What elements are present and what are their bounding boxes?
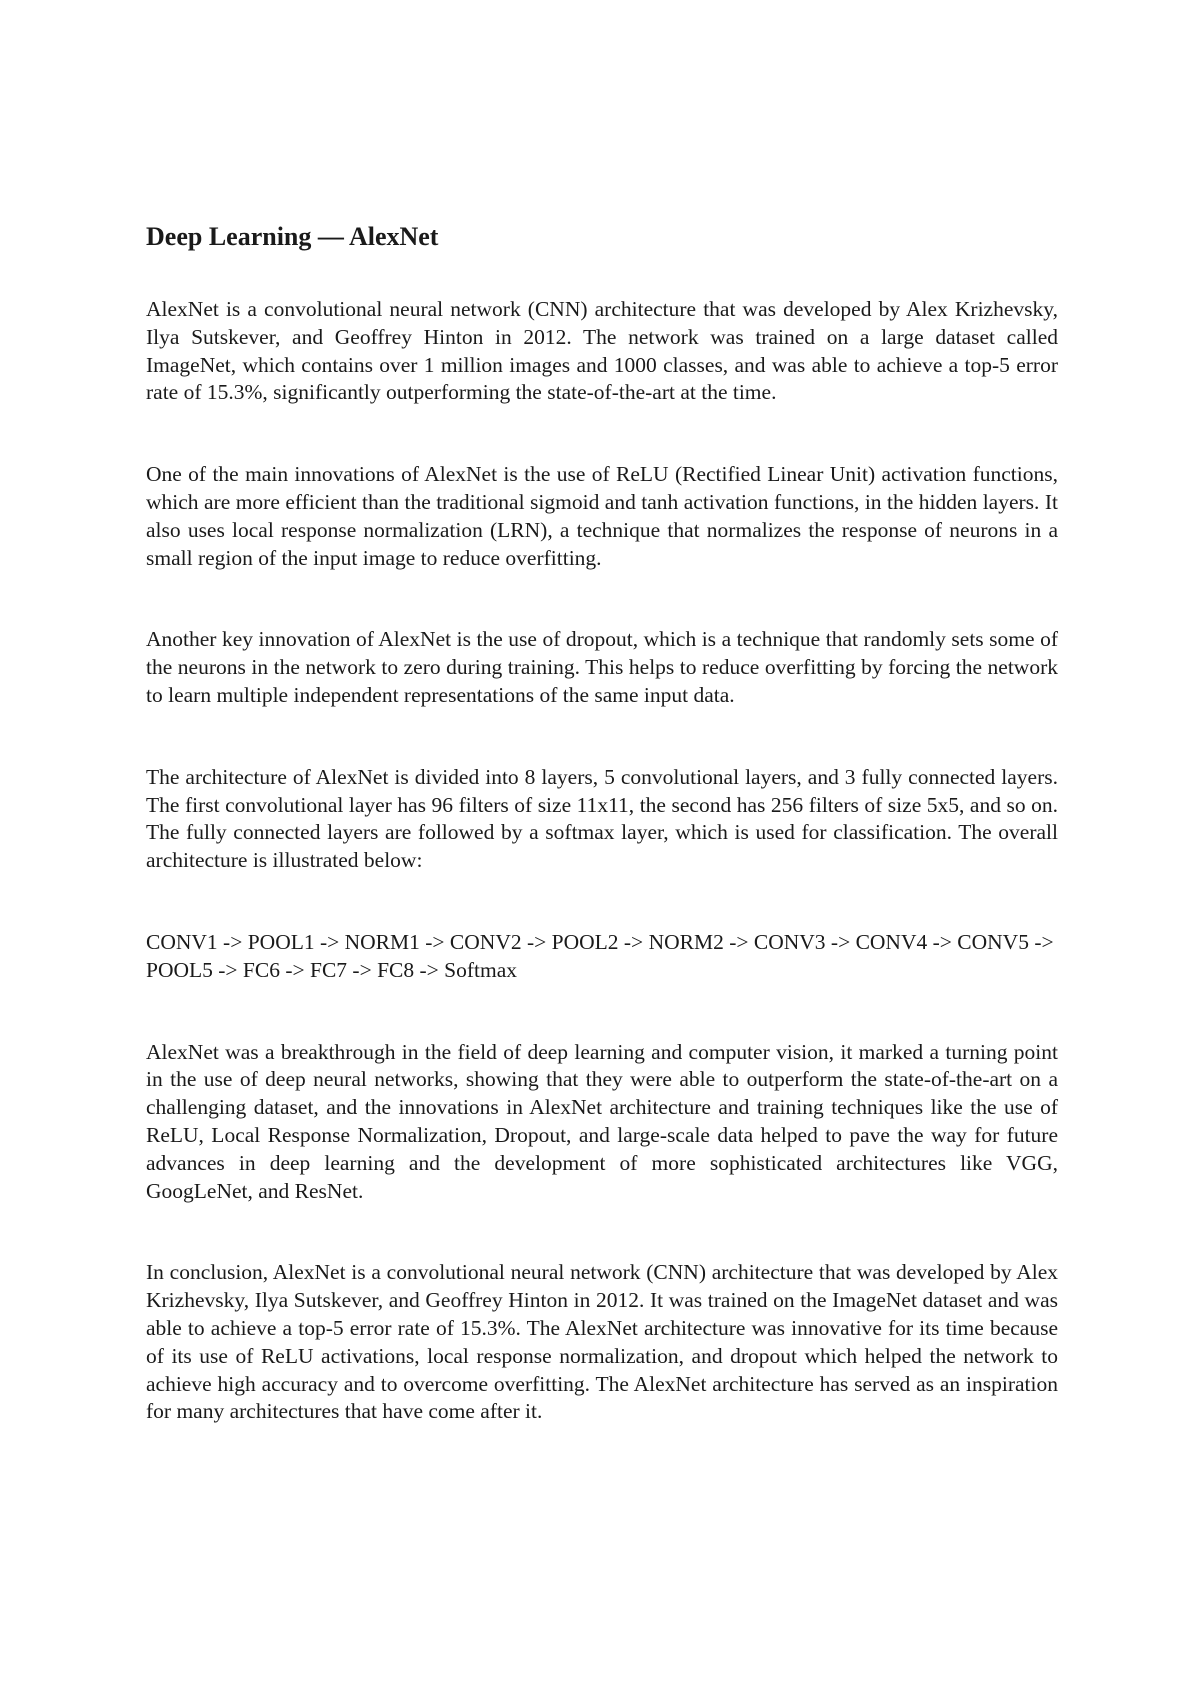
paragraph-introduction: AlexNet is a convolutional neural network (CNN) architecture that was developed by Alex Krizhevsky, Ilya Sutskever, and Geoffrey Hinton in 2012. The network was trained on a large dataset called ImageNet, which contains over 1 million images and 1000 classes, and was able to achieve a top-5 error rate of 15.3%, significantly outperforming the state-of-the-art at the time. <box>146 297 1058 405</box>
paragraph-impact: AlexNet was a breakthrough in the field of deep learning and computer vision, it marked a turning point in the use of deep neural networks, showing that they were able to outperform the state-of-the-art on a challenging dataset, and the innovations in AlexNet architecture and training techniques like the use of ReLU, Local Response Normalization, Dropout, and large-scale data helped to pave the way for future advances in deep learning and the development of more sophisticated architectures like VGG, GoogLeNet, and ResNet. <box>146 1039 1058 1203</box>
paragraph-relu-lrn: One of the main innovations of AlexNet is the use of ReLU (Rectified Linear Unit) activation functions, which are more efficient than the traditional sigmoid and tanh activation functions, in the hidden layers. It also uses local response normalization (LRN), a technique that normalizes the response of neurons in a small region of the input image to reduce overfitting. <box>146 462 1058 570</box>
architecture-sequence: CONV1 -> POOL1 -> NORM1 -> CONV2 -> POOL2 -> NORM2 -> CONV3 -> CONV4 -> CONV5 -> POOL5 -> FC6 -> FC7 -> FC8 -> Softmax <box>146 929 1054 982</box>
paragraph-dropout: Another key innovation of AlexNet is the use of dropout, which is a technique that randomly sets some of the neurons in the network to zero during training. This helps to reduce overfitting by forcing the network to learn multiple independent representations of the same input data. <box>146 627 1058 707</box>
paragraph-architecture: The architecture of AlexNet is divided into 8 layers, 5 convolutional layers, and 3 fully connected layers. The first convolutional layer has 96 filters of size 11x11, the second has 256 filters of size 5x5, and so on. The fully connected layers are followed by a softmax layer, which is used for classification. The overall architecture is illustrated below: <box>146 764 1058 873</box>
paragraph-conclusion: In conclusion, AlexNet is a convolutional neural network (CNN) architecture that was developed by Alex Krizhevsky, Ilya Sutskever, and Geoffrey Hinton in 2012. It was trained on the ImageNet dataset and was able to achieve a top-5 error rate of 15.3%. The AlexNet architecture was innovative for its time because of its use of ReLU activations, local response normalization, and dropout which helped the network to achieve high accuracy and to overcome overfitting. The AlexNet architecture has served as an inspiration for many architectures that have come after it. <box>146 1260 1058 1424</box>
document-title: Deep Learning — AlexNet <box>146 222 439 251</box>
document-body <box>146 222 1058 1480</box>
